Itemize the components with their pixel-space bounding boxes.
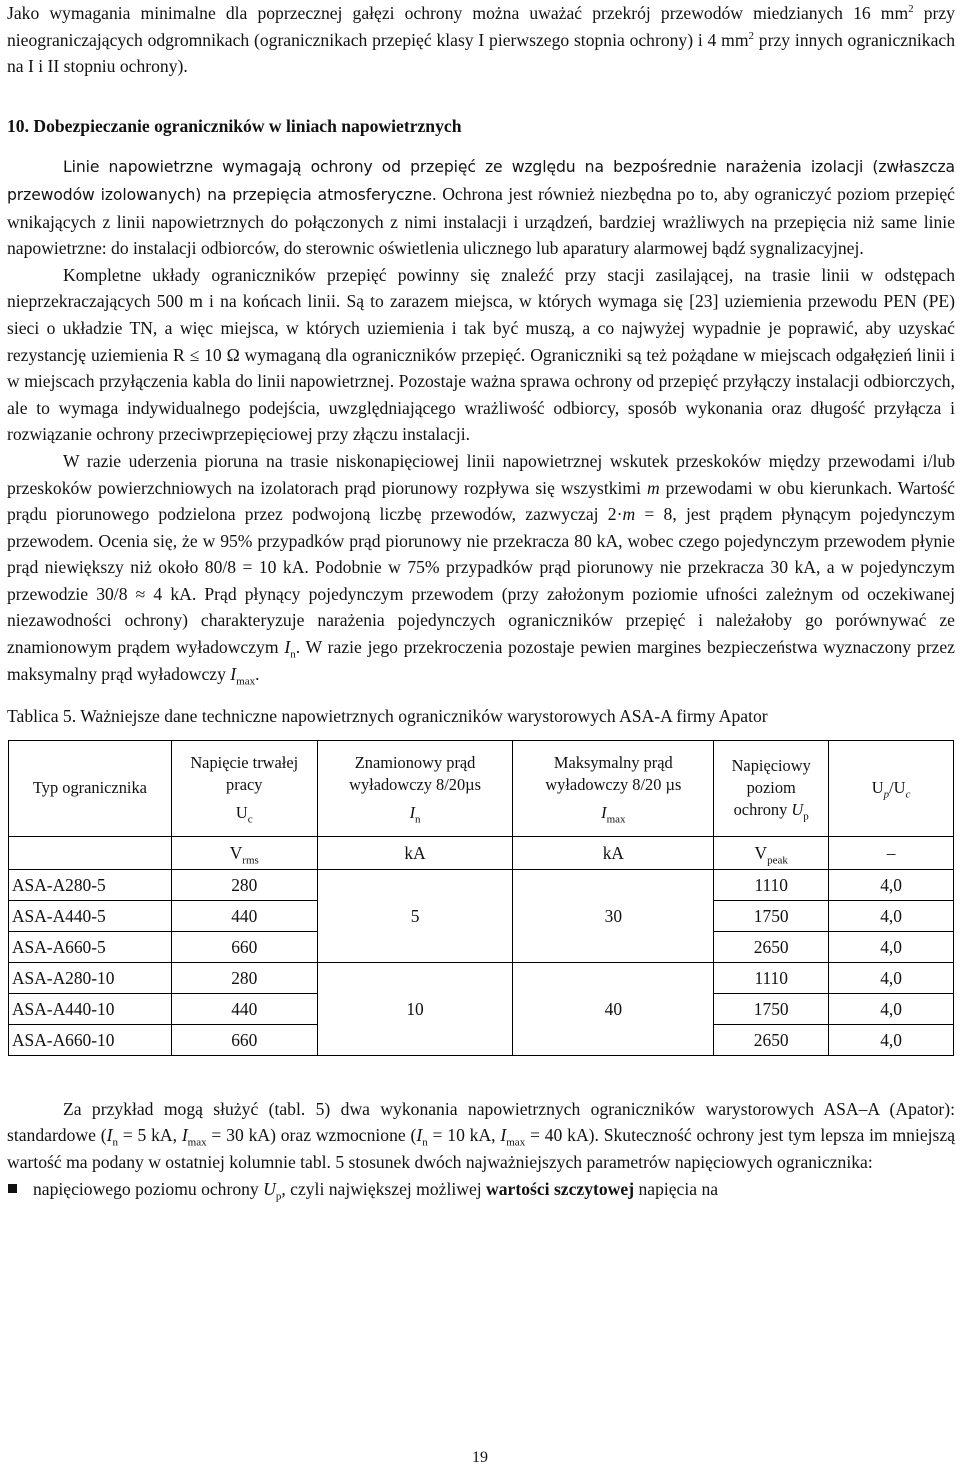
after-I2s: max bbox=[187, 1136, 207, 1149]
unit-uc-v: V bbox=[229, 842, 243, 863]
after-I1: I bbox=[106, 1125, 113, 1146]
up-sym: U bbox=[791, 800, 804, 820]
in-sym: I bbox=[409, 803, 416, 823]
unit-up bbox=[714, 836, 829, 869]
after-d: = 10 kA, bbox=[427, 1125, 501, 1146]
header-imax bbox=[513, 740, 714, 836]
row-ratio: 4,0 bbox=[829, 900, 954, 931]
p3-b: przewodami w obu kierunkach. Wartość prądu piorunowego podzielona przez podwojoną liczbę przewodów, zazwyczaj 2 bbox=[7, 477, 955, 525]
header-in-symbol bbox=[322, 802, 509, 824]
header-in bbox=[317, 740, 513, 836]
header-uc-label: Napięcie trwałej pracy bbox=[190, 753, 299, 795]
after-table-paragraph bbox=[7, 1096, 955, 1176]
after-I3s: n bbox=[422, 1136, 428, 1149]
unit-ratio: – bbox=[829, 836, 954, 869]
uc-sym: U bbox=[235, 803, 248, 823]
row-uc: 440 bbox=[171, 900, 317, 931]
page-number: 19 bbox=[472, 1449, 488, 1466]
row-type: ASA-A660-10 bbox=[9, 1024, 172, 1055]
unit-up-v: V bbox=[754, 842, 768, 863]
table-row bbox=[9, 869, 954, 900]
row-up: 2650 bbox=[714, 1024, 829, 1055]
ratio-b-sub: c bbox=[905, 788, 911, 801]
row-ratio: 4,0 bbox=[829, 962, 954, 993]
header-in-label: Znamionowy prąd wyładowczy 8/20µs bbox=[349, 753, 482, 795]
ratio-a: U bbox=[871, 778, 884, 798]
row-up: 1750 bbox=[714, 900, 829, 931]
intro-text-1: Jako wymagania minimalne dla poprzecznej gałęzi ochrony można uważać przekrój przewodów miedzianych 16 mm bbox=[7, 3, 909, 23]
row-up: 1110 bbox=[714, 869, 829, 900]
unit-uc-sub: rms bbox=[242, 854, 259, 867]
after-e: = 40 kA). Skuteczność ochrony jest tym lepsza im mniejszą wartość ma podany w ostatniej kolumnie tabl. 5 stosunek dwóch najważniejszych parametrów napięciowych ogranicznika: bbox=[7, 1125, 956, 1173]
row-type: ASA-A660-5 bbox=[9, 931, 172, 962]
row-ratio: 4,0 bbox=[829, 869, 954, 900]
unit-in: kA bbox=[317, 836, 513, 869]
bullet-a: napięciowego poziomu ochrony bbox=[33, 1178, 264, 1199]
after-I2: I bbox=[181, 1125, 188, 1146]
p3-e: . bbox=[255, 663, 260, 684]
bullet-U: U bbox=[263, 1178, 276, 1199]
p3-a: W razie uderzenia pioruna na trasie niskonapięciowej linii napowietrznej wskutek przeskoków między przewodami i/lub przeskoków powierzchniowych na izolatorach prąd piorunowy rozpływa się wszystkimi bbox=[7, 450, 955, 498]
header-up bbox=[714, 740, 829, 836]
p3-c: = 8, jest prądem płynącym pojedynczym przewodem. Ocenia się, że w 95% przypadków prąd piorunowy nie przekracza 80 kA, wobec czego pojedynczym przewodem płynie prąd niewiększy niż około 80/8 = 10 kA. Podobnie w 75% przypadków prąd piorunowy nie przekracza 30 kA, a w pojedynczym przewodzie 30/8 ≈ 4 kA. Prąd płynący pojedynczym przewodem (przy założonym poziomie ufności zależnym od oczekiwanej niezawodności ochrony) charakteryzuje narażenia pojedynczych ograniczników przepięć i należałoby go porównywać ze znamionowym prądem wyładowczym bbox=[7, 504, 956, 658]
bullet-c: napięcia na bbox=[634, 1178, 719, 1199]
table-header-row bbox=[9, 740, 954, 836]
bullet-bold: wartości szczytowej bbox=[486, 1178, 635, 1199]
section-paragraph-3 bbox=[7, 448, 955, 687]
header-ratio bbox=[829, 740, 954, 836]
ratio-mid: /U bbox=[889, 778, 906, 798]
group2-in: 10 bbox=[317, 962, 513, 1055]
row-up: 2650 bbox=[714, 931, 829, 962]
up-sub: p bbox=[803, 810, 809, 823]
row-up: 1750 bbox=[714, 993, 829, 1024]
intro-sup-1: 2 bbox=[908, 3, 914, 16]
specs-table bbox=[8, 740, 954, 1056]
group1-in: 5 bbox=[317, 869, 513, 962]
header-type: Typ ogranicznika bbox=[9, 740, 172, 836]
p3-m2: m bbox=[622, 504, 636, 525]
table-caption: Tablica 5. Ważniejsze dane techniczne napowietrznych ograniczników warystorowych ASA-A firmy Apator bbox=[7, 706, 768, 727]
intro-sup-2: 2 bbox=[748, 29, 755, 42]
header-uc bbox=[171, 740, 317, 836]
header-uc-symbol bbox=[176, 802, 313, 824]
after-I3: I bbox=[416, 1125, 423, 1146]
unit-up-sub: peak bbox=[767, 854, 788, 867]
document-page bbox=[7, 0, 955, 1202]
row-type: ASA-A440-10 bbox=[9, 993, 172, 1024]
intro-paragraph bbox=[7, 0, 955, 80]
bullet-b: , czyli największej możliwej bbox=[281, 1178, 487, 1199]
header-imax-label: Maksymalny prąd wyładowczy 8/20 µs bbox=[545, 753, 682, 795]
uc-sub: c bbox=[247, 813, 253, 826]
row-ratio: 4,0 bbox=[829, 1024, 954, 1055]
after-I1s: n bbox=[112, 1136, 118, 1149]
group2-imax: 40 bbox=[513, 962, 714, 1055]
imax-sym: I bbox=[601, 803, 607, 823]
p3-Imax: I bbox=[230, 663, 237, 684]
row-uc: 660 bbox=[171, 931, 317, 962]
section-paragraph-2: Kompletne układy ograniczników przepięć powinny się znaleźć przy stacji zasilającej, na trasie linii w odstępach nieprzekraczających 500 m i na końcach linii. Są to zarazem miejsca, w których wymaga się [23] uziemienia przewodu PEN (PE) sieci o układzie TN, a więc miejsca, w których uziemienia i tak być muszą, a co najwyżej wypadnie je poprawić, aby uzyskać rezystancję uziemienia R ≤ 10 Ω wymaganą dla ograniczników przepięć. Ograniczniki są też pożądane w miejscach odgałęzień linii i w miejscach przyłączenia kabla do linii napowietrznej. Pozostaje ważna sprawa ochrony od przepięć przyłączy instalacji odbiorczych, ale to wymaga indywidualnego podejścia, uwzględniającego wrażliwość odbiorcy, sposób wykonania oraz długość przyłącza i rozwiązanie ochrony przeciwprzepięciowej przy złączu instalacji. bbox=[7, 264, 955, 445]
bullet-Us: p bbox=[275, 1190, 282, 1203]
intro-text-2: przy nieograniczających odgromnikach (ogranicznikach przepięć klasy I pierwszego stopnia ochrony) i 4 mm bbox=[7, 3, 955, 50]
header-imax-symbol bbox=[517, 802, 709, 824]
row-ratio: 4,0 bbox=[829, 993, 954, 1024]
ratio-a-sub: p bbox=[883, 788, 890, 801]
row-type: ASA-A280-10 bbox=[9, 962, 172, 993]
paragraph-1-rest: Ochrona jest również niezbędna po to, aby ograniczyć poziom przepięć wnikających z linii napowietrznych do połączonych z nimi instalacji i urządzeń, bardziej wrażliwych na przepięcia niż same linie napowietrzne: do instalacji odbiorców, do sterownic oświetlenia ulicznego lub aparatury alarmowej bądź sygnalizacyjnej. bbox=[7, 183, 955, 259]
section-paragraph-1 bbox=[7, 153, 955, 261]
row-uc: 440 bbox=[171, 993, 317, 1024]
p3-In: I bbox=[284, 637, 291, 658]
after-I4s: max bbox=[506, 1136, 526, 1149]
in-sub: n bbox=[415, 813, 421, 826]
after-b: = 5 kA, bbox=[117, 1125, 182, 1146]
table-units-row bbox=[9, 836, 954, 869]
header-up-label: Napięciowy poziom ochrony bbox=[731, 756, 811, 820]
p3-Imax-sub: max bbox=[236, 675, 256, 688]
after-I4: I bbox=[500, 1125, 507, 1146]
imax-sub: max bbox=[606, 813, 626, 826]
row-uc: 280 bbox=[171, 869, 317, 900]
unit-imax: kA bbox=[513, 836, 714, 869]
after-a: Za przykład mogą służyć (tabl. 5) dwa wykonania napowietrznych ograniczników warystorowych ASA–A (Apator): standardowe ( bbox=[7, 1098, 955, 1146]
row-uc: 660 bbox=[171, 1024, 317, 1055]
unit-uc bbox=[171, 836, 317, 869]
group1-imax: 30 bbox=[513, 869, 714, 962]
row-ratio: 4,0 bbox=[829, 931, 954, 962]
after-c: = 30 kA) oraz wzmocnione ( bbox=[206, 1125, 417, 1146]
row-type: ASA-A280-5 bbox=[9, 869, 172, 900]
row-uc: 280 bbox=[171, 962, 317, 993]
intro-text-3: przy innych ogranicznikach na I i II stopniu ochrony). bbox=[7, 29, 955, 77]
unit-type-empty bbox=[9, 836, 172, 869]
table-row bbox=[9, 962, 954, 993]
row-up: 1110 bbox=[714, 962, 829, 993]
square-bullet-icon bbox=[8, 1184, 17, 1193]
p3-In-sub: n bbox=[290, 648, 296, 661]
list-item bbox=[7, 1176, 955, 1203]
p3-dot: · bbox=[616, 504, 623, 525]
p3-d: . W razie jego przekroczenia pozostaje pewien margines bezpieczeństwa wyznaczony przez maksymalny prąd wyładowczy bbox=[7, 637, 955, 684]
bullet-list bbox=[7, 1176, 955, 1203]
p3-m: m bbox=[646, 477, 660, 498]
row-type: ASA-A440-5 bbox=[9, 900, 172, 931]
section-heading: 10. Dobezpieczanie ograniczników w liniach napowietrznych bbox=[7, 115, 462, 136]
paragraph-1-sans: Linie napowietrzne wymagają ochrony od przepięć ze względu na bezpośrednie narażenia izolacji (zwłaszcza przewodów izolowanych) na przepięcia atmosferyczne. bbox=[7, 158, 955, 204]
